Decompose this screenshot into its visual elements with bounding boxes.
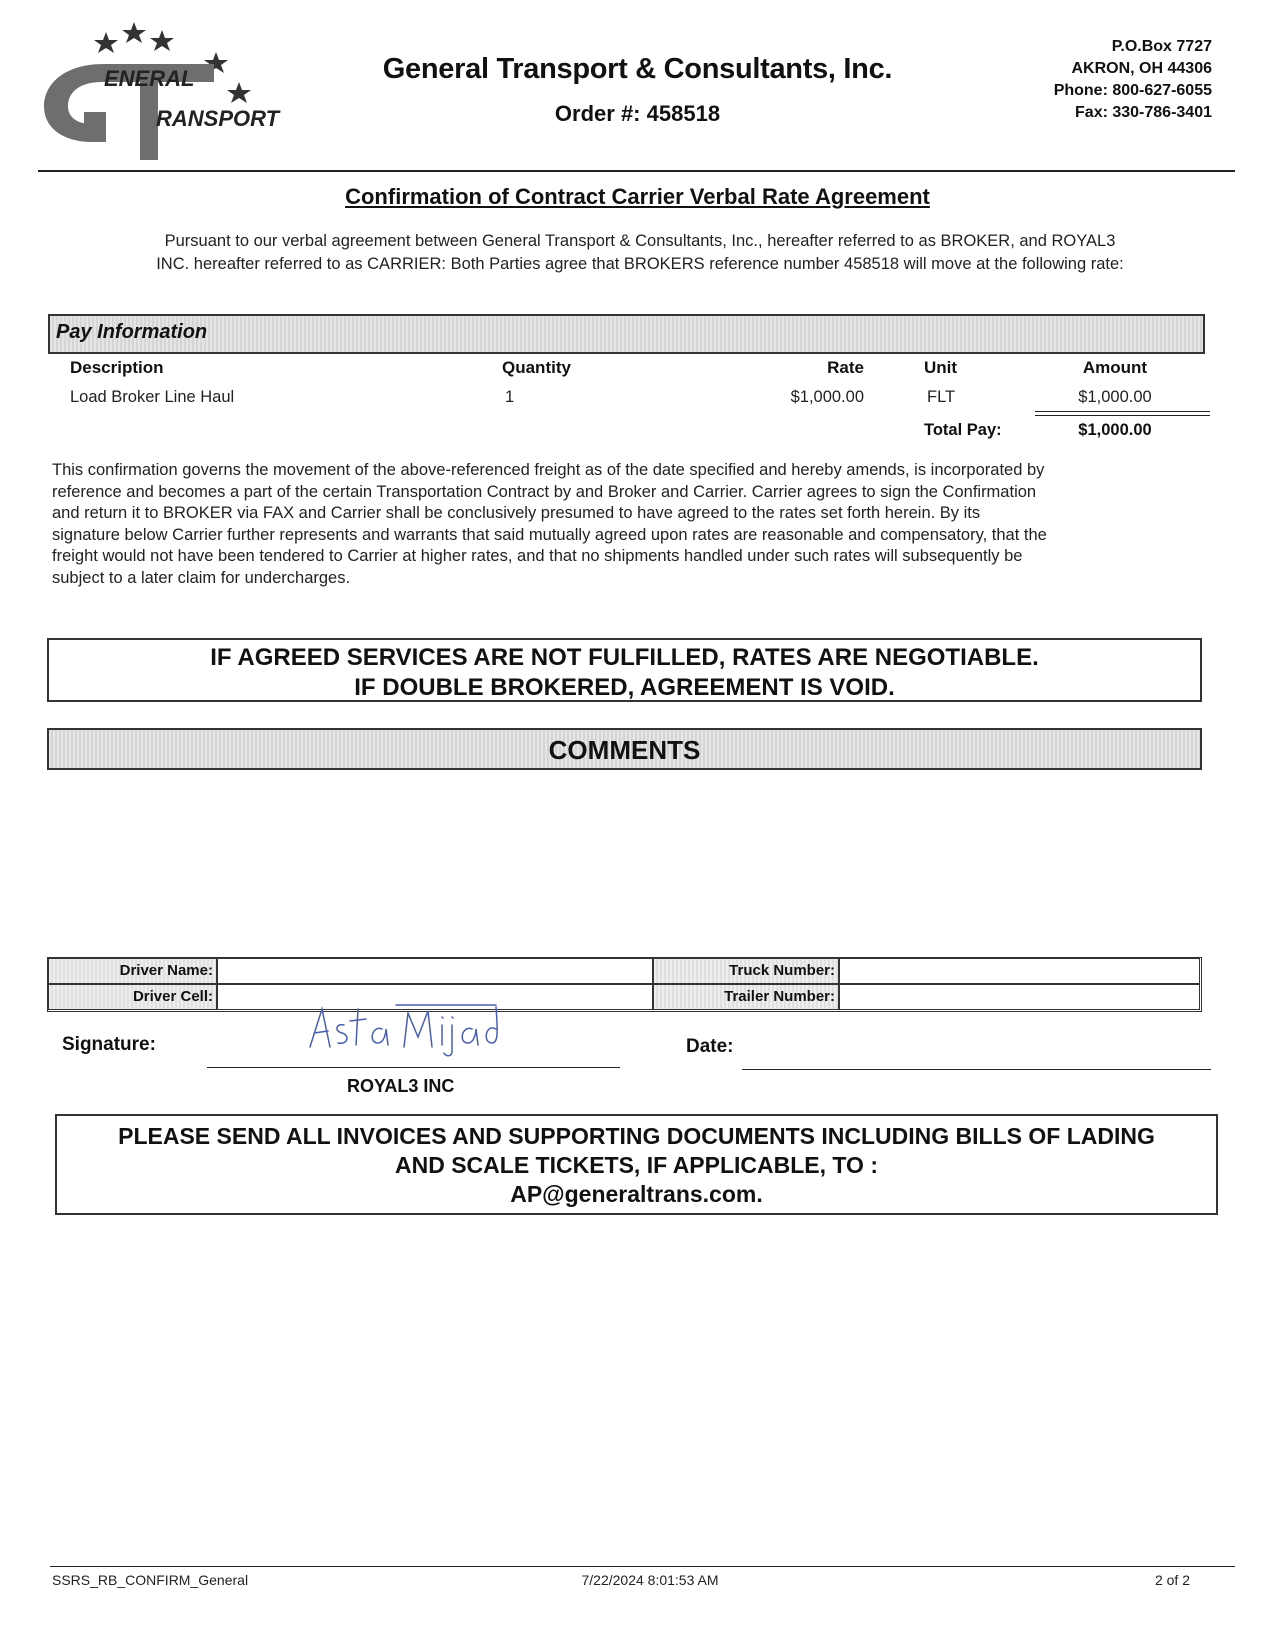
col-header-unit: Unit — [924, 358, 958, 377]
address-city: AKRON, OH 44306 — [1071, 60, 1212, 77]
terms-line: reference and becomes a part of the certain Transportation Contract by and Broker and Carrier. Carrier agrees to sign the Confirmation — [52, 482, 1037, 501]
row-unit: FLT — [927, 388, 956, 406]
driver-name-label: Driver Name: — [48, 958, 217, 984]
amount-double-underline — [1035, 415, 1210, 416]
terms-line: and return it to BROKER via FAX and Carrier shall be conclusively presumed to have agreed to the rates set forth herein. By its — [52, 504, 981, 522]
row-description: Load Broker Line Haul — [70, 388, 235, 406]
terms-line: subject to a later claim for undercharges. — [52, 568, 351, 587]
driver-cell-label: Driver Cell: — [48, 984, 217, 1010]
company-name: General Transport & Consultants, Inc. — [382, 53, 893, 85]
send-invoices-box — [55, 1114, 1218, 1215]
trailer-number-label: Trailer Number: — [653, 984, 839, 1010]
comments-heading: COMMENTS — [47, 728, 1202, 770]
trailer-number-field[interactable] — [839, 984, 1200, 1010]
address-fax: Fax: 330-786-3401 — [1075, 104, 1212, 121]
col-header-rate: Rate — [827, 358, 864, 377]
col-header-quantity: Quantity — [502, 358, 571, 377]
send-line: PLEASE SEND ALL INVOICES AND SUPPORTING DOCUMENTS INCLUDING BILLS OF LADING — [118, 1123, 1155, 1149]
driver-name-field[interactable] — [217, 958, 653, 984]
footer-page-number: 2 of 2 — [1154, 1572, 1190, 1588]
terms-line: This confirmation governs the movement of the above-referenced freight as of the date specified and hereby amends, is incorporated by — [52, 461, 1045, 479]
row-amount: $1,000.00 — [1078, 388, 1152, 406]
document-title: Confirmation of Contract Carrier Verbal Rate Agreement — [345, 184, 930, 209]
order-number: 458518 — [646, 101, 721, 126]
handwritten-signature — [300, 1003, 500, 1059]
footer-timestamp: 7/22/2024 8:01:53 AM — [581, 1572, 719, 1588]
total-pay-label: Total Pay: — [924, 421, 1002, 439]
intro-line: INC. hereafter referred to as CARRIER: Both Parties agree that BROKERS reference number 458518 will move at the following rate: — [156, 255, 1124, 273]
notice-box — [47, 638, 1202, 702]
signature-label: Signature: — [62, 1034, 156, 1055]
address-po-box: P.O.Box 7727 — [1111, 38, 1212, 55]
driver-truck-fields — [47, 957, 1202, 1012]
terms-line: freight would not have been tendered to Carrier at higher rates, and that no shipments handled under such rates will subsequently be — [52, 547, 1023, 565]
signature-line[interactable] — [207, 1067, 620, 1068]
date-line[interactable] — [742, 1069, 1211, 1070]
terms-paragraph — [52, 460, 1202, 589]
row-rate: $1,000.00 — [790, 388, 864, 406]
company-address — [912, 36, 1212, 124]
send-line: AND SCALE TICKETS, IF APPLICABLE, TO : — [394, 1152, 878, 1178]
notice-line: IF AGREED SERVICES ARE NOT FULFILLED, RATES ARE NEGOTIABLE. — [210, 644, 1039, 671]
signature-company: ROYAL3 INC — [347, 1076, 455, 1096]
col-header-description: Description — [70, 358, 164, 377]
footer-divider — [50, 1566, 1235, 1567]
row-quantity: 1 — [505, 388, 515, 406]
logo-text-bottom: RANSPORT — [156, 106, 280, 131]
pay-information-header — [48, 314, 1205, 354]
order-label: Order #: — [554, 101, 641, 126]
total-pay-value: $1,000.00 — [1078, 421, 1152, 439]
truck-number-label: Truck Number: — [653, 958, 839, 984]
col-header-amount: Amount — [1082, 358, 1148, 377]
address-phone: Phone: 800-627-6055 — [1053, 82, 1212, 99]
logo-text-top: ENERAL — [104, 66, 195, 91]
header-divider — [38, 170, 1235, 172]
general-transport-logo — [44, 20, 284, 168]
pay-information-title: Pay Information — [56, 321, 208, 343]
notice-line: IF DOUBLE BROKERED, AGREEMENT IS VOID. — [354, 674, 895, 701]
footer-report-name: SSRS_RB_CONFIRM_General — [52, 1572, 249, 1588]
amount-underline — [1035, 411, 1210, 412]
intro-line: Pursuant to our verbal agreement between General Transport & Consultants, Inc., hereafter referred to as BROKER, and ROYAL3 — [164, 232, 1116, 250]
truck-number-field[interactable] — [839, 958, 1200, 984]
intro-paragraph — [70, 230, 1210, 276]
terms-line: signature below Carrier further represents and warrants that said mutually agreed upon rates are reasonable and compensatory, that the — [52, 525, 1047, 544]
date-label: Date: — [686, 1036, 734, 1057]
send-email: AP@generaltrans.com. — [510, 1181, 763, 1207]
